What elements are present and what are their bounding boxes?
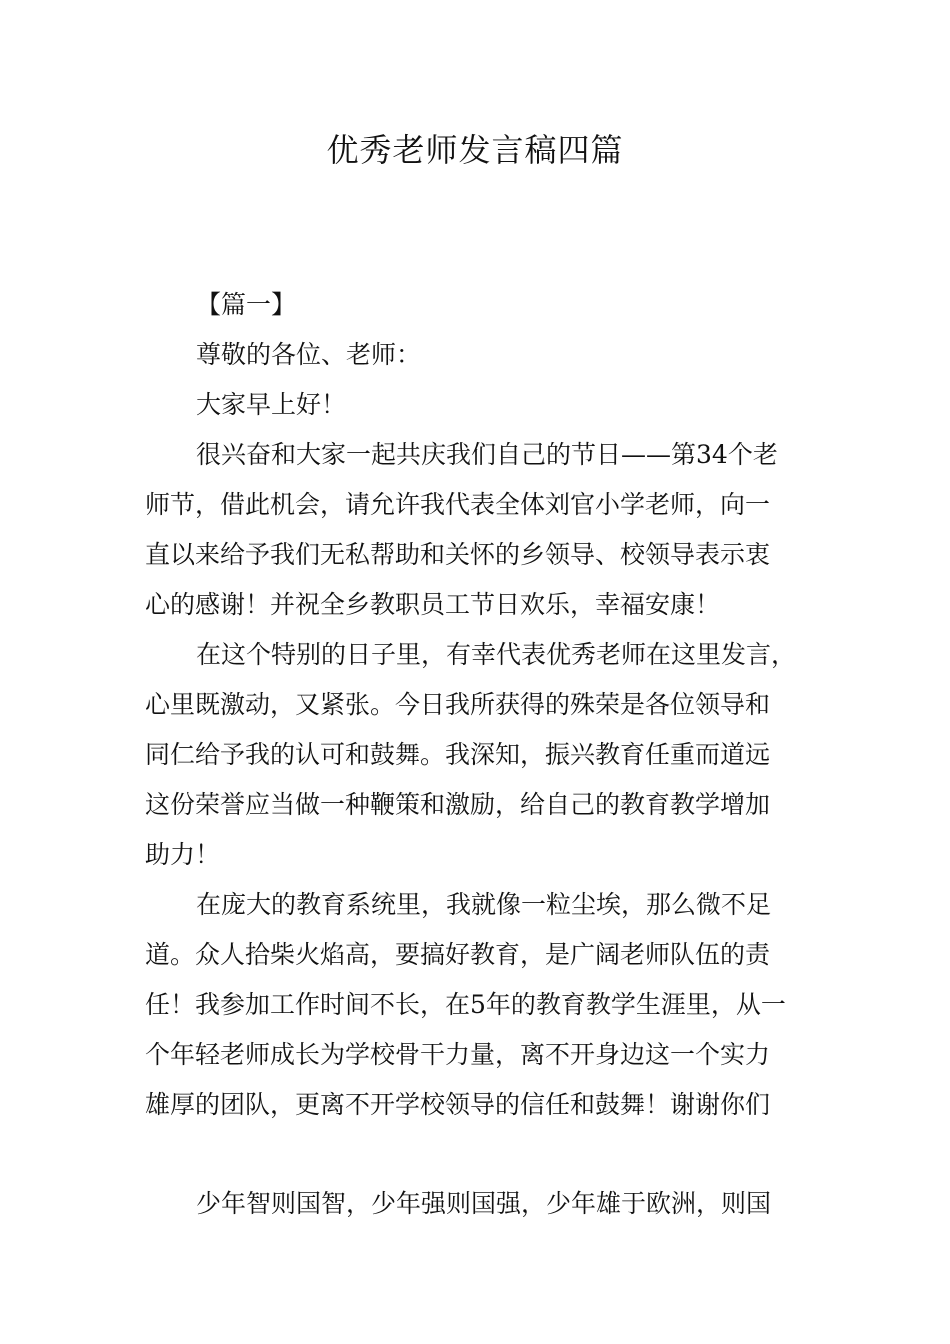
- section-heading: 【篇一】: [196, 290, 297, 319]
- paragraph-line: 个年轻老师成长为学校骨干力量，离不开身边这一个实力: [145, 1040, 771, 1069]
- salutation-line: 大家早上好！: [196, 390, 347, 419]
- paragraph-line: 任！我参加工作时间不长，在5年的教育教学生涯里，从一: [145, 990, 786, 1019]
- paragraph-line: 这份荣誉应当做一种鞭策和激励，给自己的教育教学增加: [145, 790, 771, 819]
- document-title: 优秀老师发言稿四篇: [326, 131, 624, 169]
- paragraph-2: [145, 630, 815, 880]
- paragraph-line: 师节，借此机会，请允许我代表全体刘官小学老师，向一: [145, 490, 771, 519]
- paragraph-line: 少年智则国智，少年强则国强，少年雄于欧洲，则国: [196, 1189, 772, 1218]
- paragraph-line: 道。众人拾柴火焰高，要搞好教育，是广阔老师队伍的责: [145, 940, 771, 969]
- greeting-line: 尊敬的各位、老师：: [196, 340, 422, 369]
- paragraph-3: [145, 880, 815, 1130]
- paragraph-line: 心里既激动，又紧张。今日我所获得的殊荣是各位领导和: [145, 690, 771, 719]
- paragraph-line: 心的感谢！并祝全乡教职员工节日欢乐，幸福安康！: [145, 590, 721, 619]
- paragraph-1: [145, 430, 815, 630]
- paragraph-line: 在这个特别的日子里，有幸代表优秀老师在这里发言，: [196, 640, 797, 669]
- paragraph-line: 雄厚的团队，更离不开学校领导的信任和鼓舞！谢谢你们: [145, 1090, 771, 1119]
- document-body: [145, 280, 815, 1229]
- paragraph-4: [145, 1179, 815, 1229]
- paragraph-line: 在庞大的教育系统里，我就像一粒尘埃，那么微不足: [196, 890, 772, 919]
- paragraph-line: 很兴奋和大家一起共庆我们自己的节日——第34个老: [196, 440, 778, 469]
- paragraph-gap: [145, 1130, 815, 1179]
- paragraph-line: 助力！: [145, 840, 221, 869]
- paragraph-line: 直以来给予我们无私帮助和关怀的乡领导、校领导表示衷: [145, 540, 771, 569]
- paragraph-line: 同仁给予我的认可和鼓舞。我深知，振兴教育任重而道远: [145, 740, 771, 769]
